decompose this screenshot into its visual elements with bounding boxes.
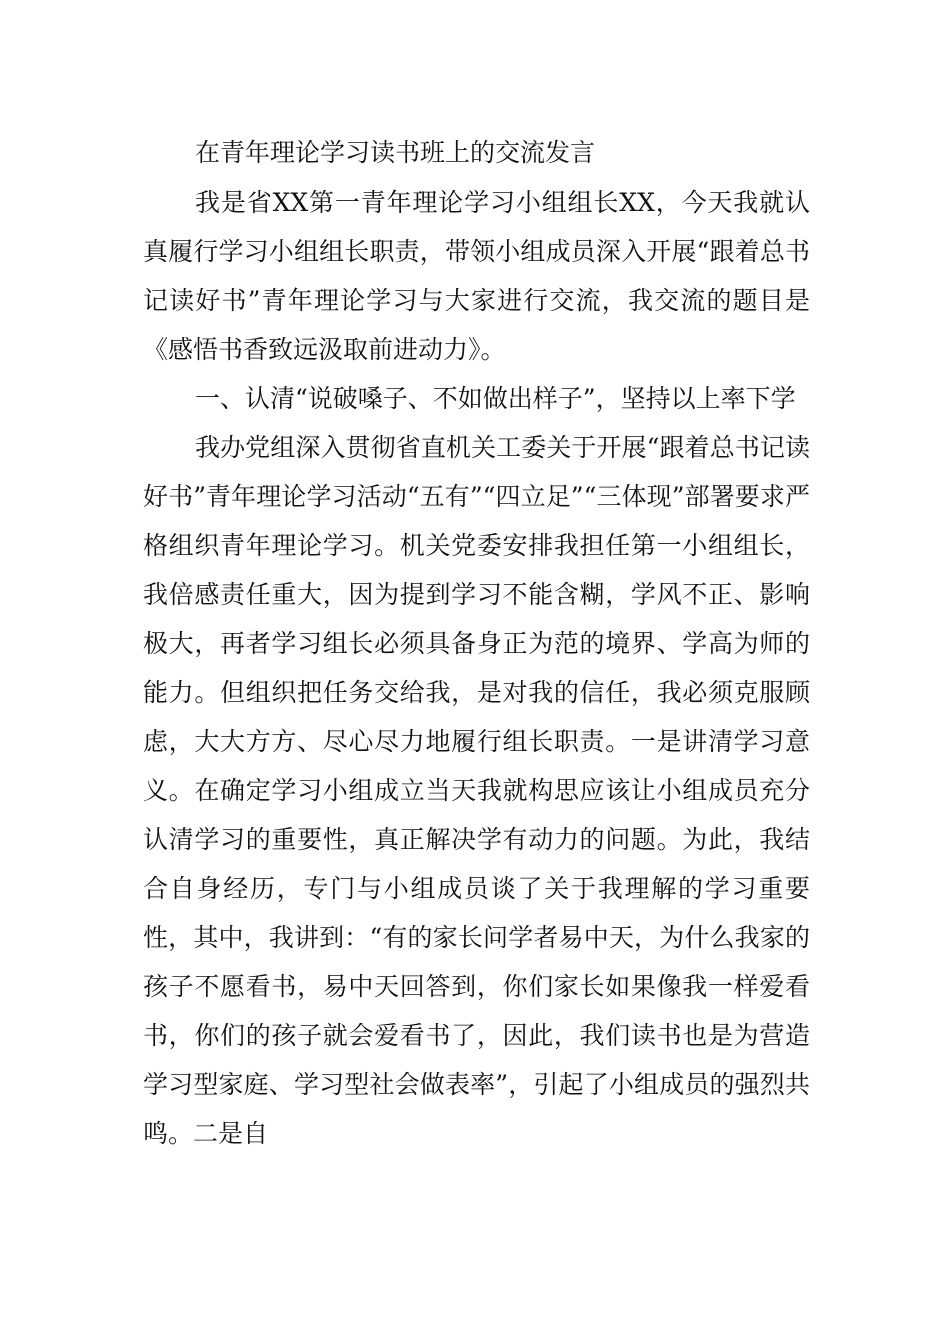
body-paragraph: 我办党组深入贯彻省直机关工委关于开展“跟着总书记读好书”青年理论学习活动“五有”“四立足”“三体现”部署要求严格组织青年理论学习。机关党委安排我担任第一小组组长，我倍感责任重大，因为提到学习不能含糊，学风不正、影响极大，再者学习组长必须具备身正为范的境界、学高为师的能力。但组织把任务交给我，是对我的信任，我必须克服顾虑，大大方方、尽心尽力地履行组长职责。一是讲清学习意义。在确定学习小组成立当天我就构思应该让小组成员充分认清学习的重要性，真正解决学有动力的问题。为此，我结合自身经历，专门与小组成员谈了关于我理解的学习重要性，其中，我讲到：“有的家长问学者易中天，为什么我家的孩子不愿看书，易中天回答到，你们家长如果像我一样爱看书，你们的孩子就会爱看书了，因此，我们读书也是为营造学习型家庭、学习型社会做表率”，引起了小组成员的强烈共鸣。二是自 bbox=[143, 433, 810, 1148]
document-title: 在青年理论学习读书班上的交流发言 bbox=[195, 138, 596, 167]
section-heading: 一、认清“说破嗓子、不如做出样子”，坚持以上率下学 bbox=[195, 384, 796, 413]
intro-paragraph: 我是省XX第一青年理论学习小组组长XX，今天我就认真履行学习小组组长职责，带领小组成员深入开展“跟着总书记读好书”青年理论学习与大家进行交流，我交流的题目是《感悟书香致远汲取前进动力》。 bbox=[143, 188, 810, 364]
